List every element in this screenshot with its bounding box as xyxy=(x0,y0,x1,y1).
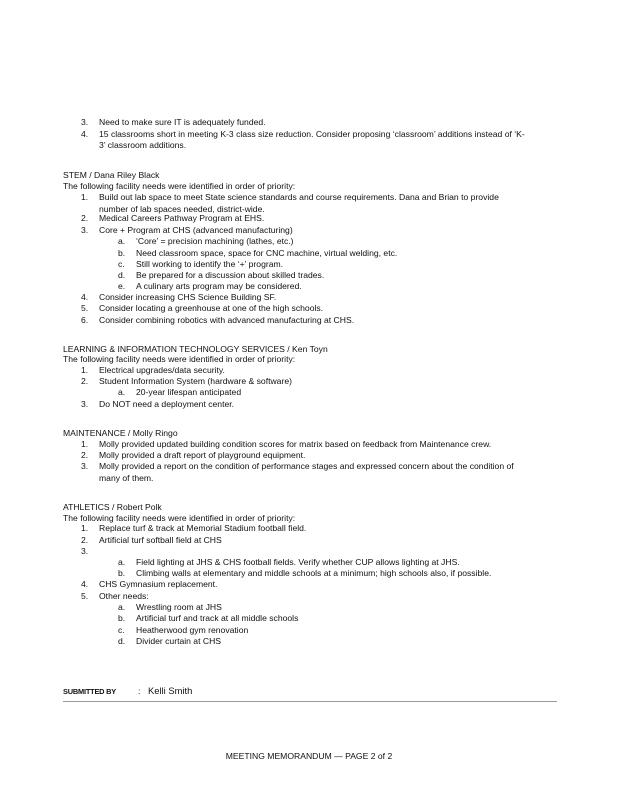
submitted-by-colon: : xyxy=(138,686,141,696)
submitted-by-label: SUBMITTED BY xyxy=(63,687,117,696)
section-heading-lits: LEARNING & INFORMATION TECHNOLOGY SERVICES / Ken Toyn xyxy=(63,344,328,354)
section-intro: The following facility needs were identified in order of priority: xyxy=(63,513,296,523)
memo-page: 3. Need to make sure IT is adequately funded. 4. 15 classrooms short in meeting K-3 class size reduction. Consider proposing ‘classroom’ additions instead of ‘K- 3’ classroom additions. STEM / Dana Riley Black The following facility needs were identified in order of priority: 1. Build out lab space to meet State science standards and course requirements. Dana and Brian to provide number of lab spaces needed, district-wide. 2. Medical Careers Pathway Program at EHS. 3. Core + Program at CHS (advanced manufacturing) a. ‘Core’ = precision machining (lathes, etc.) b. Need classroom space, space for CNC machine, virtual welding, etc. c. Still working to identify the ‘+’ program. d. Be prepared for a discussion about skilled trades. e. A culinary arts program may be considered. 4. Consider increasing CHS Science Building SF. 5. Consider locating a greenhouse at one of the high schools. 6. Consider combining robotics with advanced manufacturing at CHS. LEARNING & INFORMATION TECHNOLOGY SERVICES / Ken Toyn The following facility needs were identified in order of priority: 1. Electrical upgrades/data security. 2. Student Information System (hardware & software) a. 20-year lifespan anticipated 3. Do NOT need a deployment center. MAINTENANCE / Molly Ringo 1. Molly provided updated building condition scores for matrix based on feedback from Maintenance crew. 2. Molly provided a draft report of playground equipment. 3. Molly provided a report on the condition of performance stages and expressed concern about the condition of many of them. ATHLETICS / Robert Polk The following facility needs were identified in order of priority: 1. Replace turf & track at Memorial Stadium football field. 2. Artificial turf softball field at CHS 3. a. Field lighting at JHS & CHS football fields. Verify whether CUP allows lighting at JHS. b. Climbing walls at elementary and middle schools at a minimum; high schools also, if possible. 4. CHS Gymnasium replacement. 5. Other needs: a. Wrestling room at JHS b. Artificial turf and track at all middle schools c. Heatherwood gym renovation d. Divider curtain at CHS SUBMITTED BY : Kelli Smith MEETING MEMORANDUM — PAGE 2 of 2 xyxy=(0,0,618,800)
section-intro: The following facility needs were identified in order of priority: xyxy=(63,354,296,364)
section-heading-maintenance: MAINTENANCE / Molly Ringo xyxy=(63,428,178,438)
section-intro: The following facility needs were identified in order of priority: xyxy=(63,181,296,191)
page-footer: MEETING MEMORANDUM — PAGE 2 of 2 xyxy=(225,751,393,761)
divider-line xyxy=(63,701,557,702)
section-heading-stem: STEM / Dana Riley Black xyxy=(63,170,160,180)
submitted-by-name: Kelli Smith xyxy=(148,685,193,696)
section-heading-athletics: ATHLETICS / Robert Polk xyxy=(63,502,162,512)
